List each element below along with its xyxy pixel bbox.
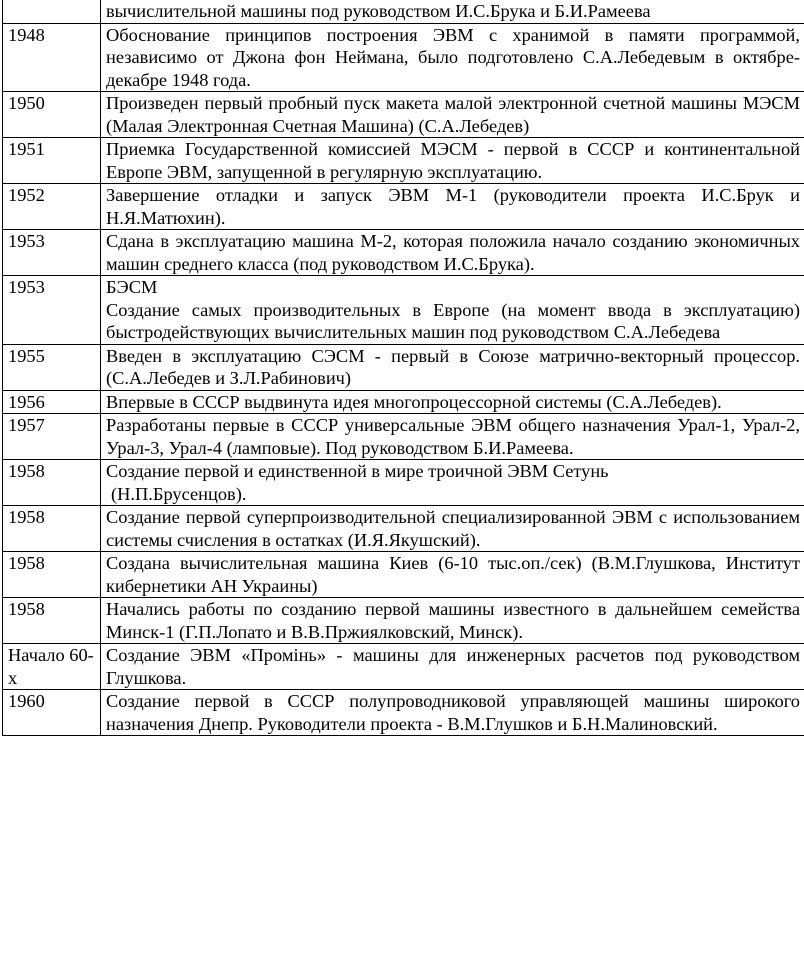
description-cell xyxy=(101,690,804,736)
table-row xyxy=(3,344,804,390)
description-cell xyxy=(101,598,804,644)
description-cell xyxy=(101,414,804,460)
description-text: Создание ЭВМ «Промінь» - машины для инженерных расчетов под руководством Глушкова. xyxy=(106,645,800,688)
table-row xyxy=(3,92,804,138)
year-cell xyxy=(3,0,101,23)
description-text: Произведен первый пробный пуск макета малой электронной счетной машины МЭСМ (Малая Электронная Счетная Машина) (С.А.Лебедев) xyxy=(106,93,800,136)
description-text: Обоснование принципов построения ЭВМ с хранимой в памяти программой, независимо от Джона фон Неймана, было подготовлено С.А.Лебедевым в октябре- декабре 1948 года. xyxy=(106,24,800,90)
year-cell: 1958 xyxy=(3,552,101,598)
description-text: Начались работы по созданию первой машины известного в дальнейшем семейства Минск-1 (Г.П.Лопато и В.В.Пржиялковский, Минск). xyxy=(106,599,800,642)
description-text: Сдана в эксплуатацию машина М-2, которая положила начало созданию экономичных машин среднего класса (под руководством И.С.Брука). xyxy=(106,231,800,274)
description-text: Разработаны первые в СССР универсальные ЭВМ общего назначения Урал-1, Урал-2, Урал-3, Урал-4 (ламповые). Под руководством Б.И.Рамеева. xyxy=(106,415,800,458)
description-text: Введен в эксплуатацию СЭСМ - первый в Союзе матрично-векторный процессор. (С.А.Лебедев и З.Л.Рабинович) xyxy=(106,345,800,388)
description-text: вычислительной машины под руководством И.С.Брука и Б.И.Рамеева xyxy=(106,1,651,21)
year-cell: 1951 xyxy=(3,138,101,184)
description-cell xyxy=(101,344,804,390)
description-cell xyxy=(101,552,804,598)
table-row xyxy=(3,414,804,460)
year-cell: Начало 60-х xyxy=(3,644,101,690)
description-text: Создание первой в СССР полупроводниковой управляющей машины широкого назначения Днепр. Руководители проекта - В.М.Глушков и Б.Н.Малиновский. xyxy=(106,691,800,734)
year-cell: 1952 xyxy=(3,184,101,230)
year-cell: 1953 xyxy=(3,276,101,345)
description-cell xyxy=(101,23,804,92)
description-cell xyxy=(101,506,804,552)
description-cell xyxy=(101,184,804,230)
table-row xyxy=(3,644,804,690)
description-cell xyxy=(101,0,804,23)
chronology-table-body xyxy=(3,0,804,736)
description-cell xyxy=(101,138,804,184)
table-row xyxy=(3,552,804,598)
description-cell xyxy=(101,92,804,138)
table-row xyxy=(3,598,804,644)
description-text: Завершение отладки и запуск ЭВМ М-1 (руководители проекта И.С.Брук и Н.Я.Матюхин). xyxy=(106,185,800,228)
year-cell: 1958 xyxy=(3,598,101,644)
table-row xyxy=(3,390,804,414)
description-text: Приемка Государственной комиссией МЭСМ - первой в СССР и континентальной Европе ЭВМ, запущенной в регулярную эксплуатацию. xyxy=(106,139,800,182)
table-row xyxy=(3,0,804,23)
table-row xyxy=(3,690,804,736)
year-cell: 1953 xyxy=(3,230,101,276)
year-cell: 1950 xyxy=(3,92,101,138)
description-heading: БЭСМ xyxy=(106,277,158,297)
description-cell xyxy=(101,390,804,414)
description-text: Создана вычислительная машина Киев (6-10 тыс.оп./сек) (В.М.Глушкова, Институт кибернетики АН Украины) xyxy=(106,553,800,596)
year-cell: 1958 xyxy=(3,506,101,552)
description-cell xyxy=(101,230,804,276)
year-cell: 1960 xyxy=(3,690,101,736)
description-text: Создание первой суперпроизводительной специализированной ЭВМ с использованием системы счисления в остатках (И.Я.Якушский). xyxy=(106,507,800,550)
description-text: Создание самых производительных в Европе (на момент ввода в эксплуатацию) быстродействующих вычислительных машин под руководством С.А.Лебедева xyxy=(106,299,800,342)
description-text-continued: (Н.П.Брусенцов). xyxy=(111,483,247,504)
table-row xyxy=(3,138,804,184)
table-row xyxy=(3,460,804,506)
chronology-table xyxy=(2,0,804,736)
table-row xyxy=(3,230,804,276)
year-cell: 1956 xyxy=(3,390,101,414)
year-cell: 1955 xyxy=(3,344,101,390)
table-row xyxy=(3,276,804,345)
description-cell xyxy=(101,460,804,506)
year-cell: 1948 xyxy=(3,23,101,92)
year-cell: 1958 xyxy=(3,460,101,506)
description-text: Создание первой и единственной в мире троичной ЭВМ Сетунь xyxy=(106,461,609,481)
description-cell xyxy=(101,276,804,345)
table-row xyxy=(3,23,804,92)
description-cell xyxy=(101,644,804,690)
table-row xyxy=(3,184,804,230)
description-text: Впервые в СССР выдвинута идея многопроцессорной системы (С.А.Лебедев). xyxy=(106,391,722,412)
table-row xyxy=(3,506,804,552)
year-cell: 1957 xyxy=(3,414,101,460)
